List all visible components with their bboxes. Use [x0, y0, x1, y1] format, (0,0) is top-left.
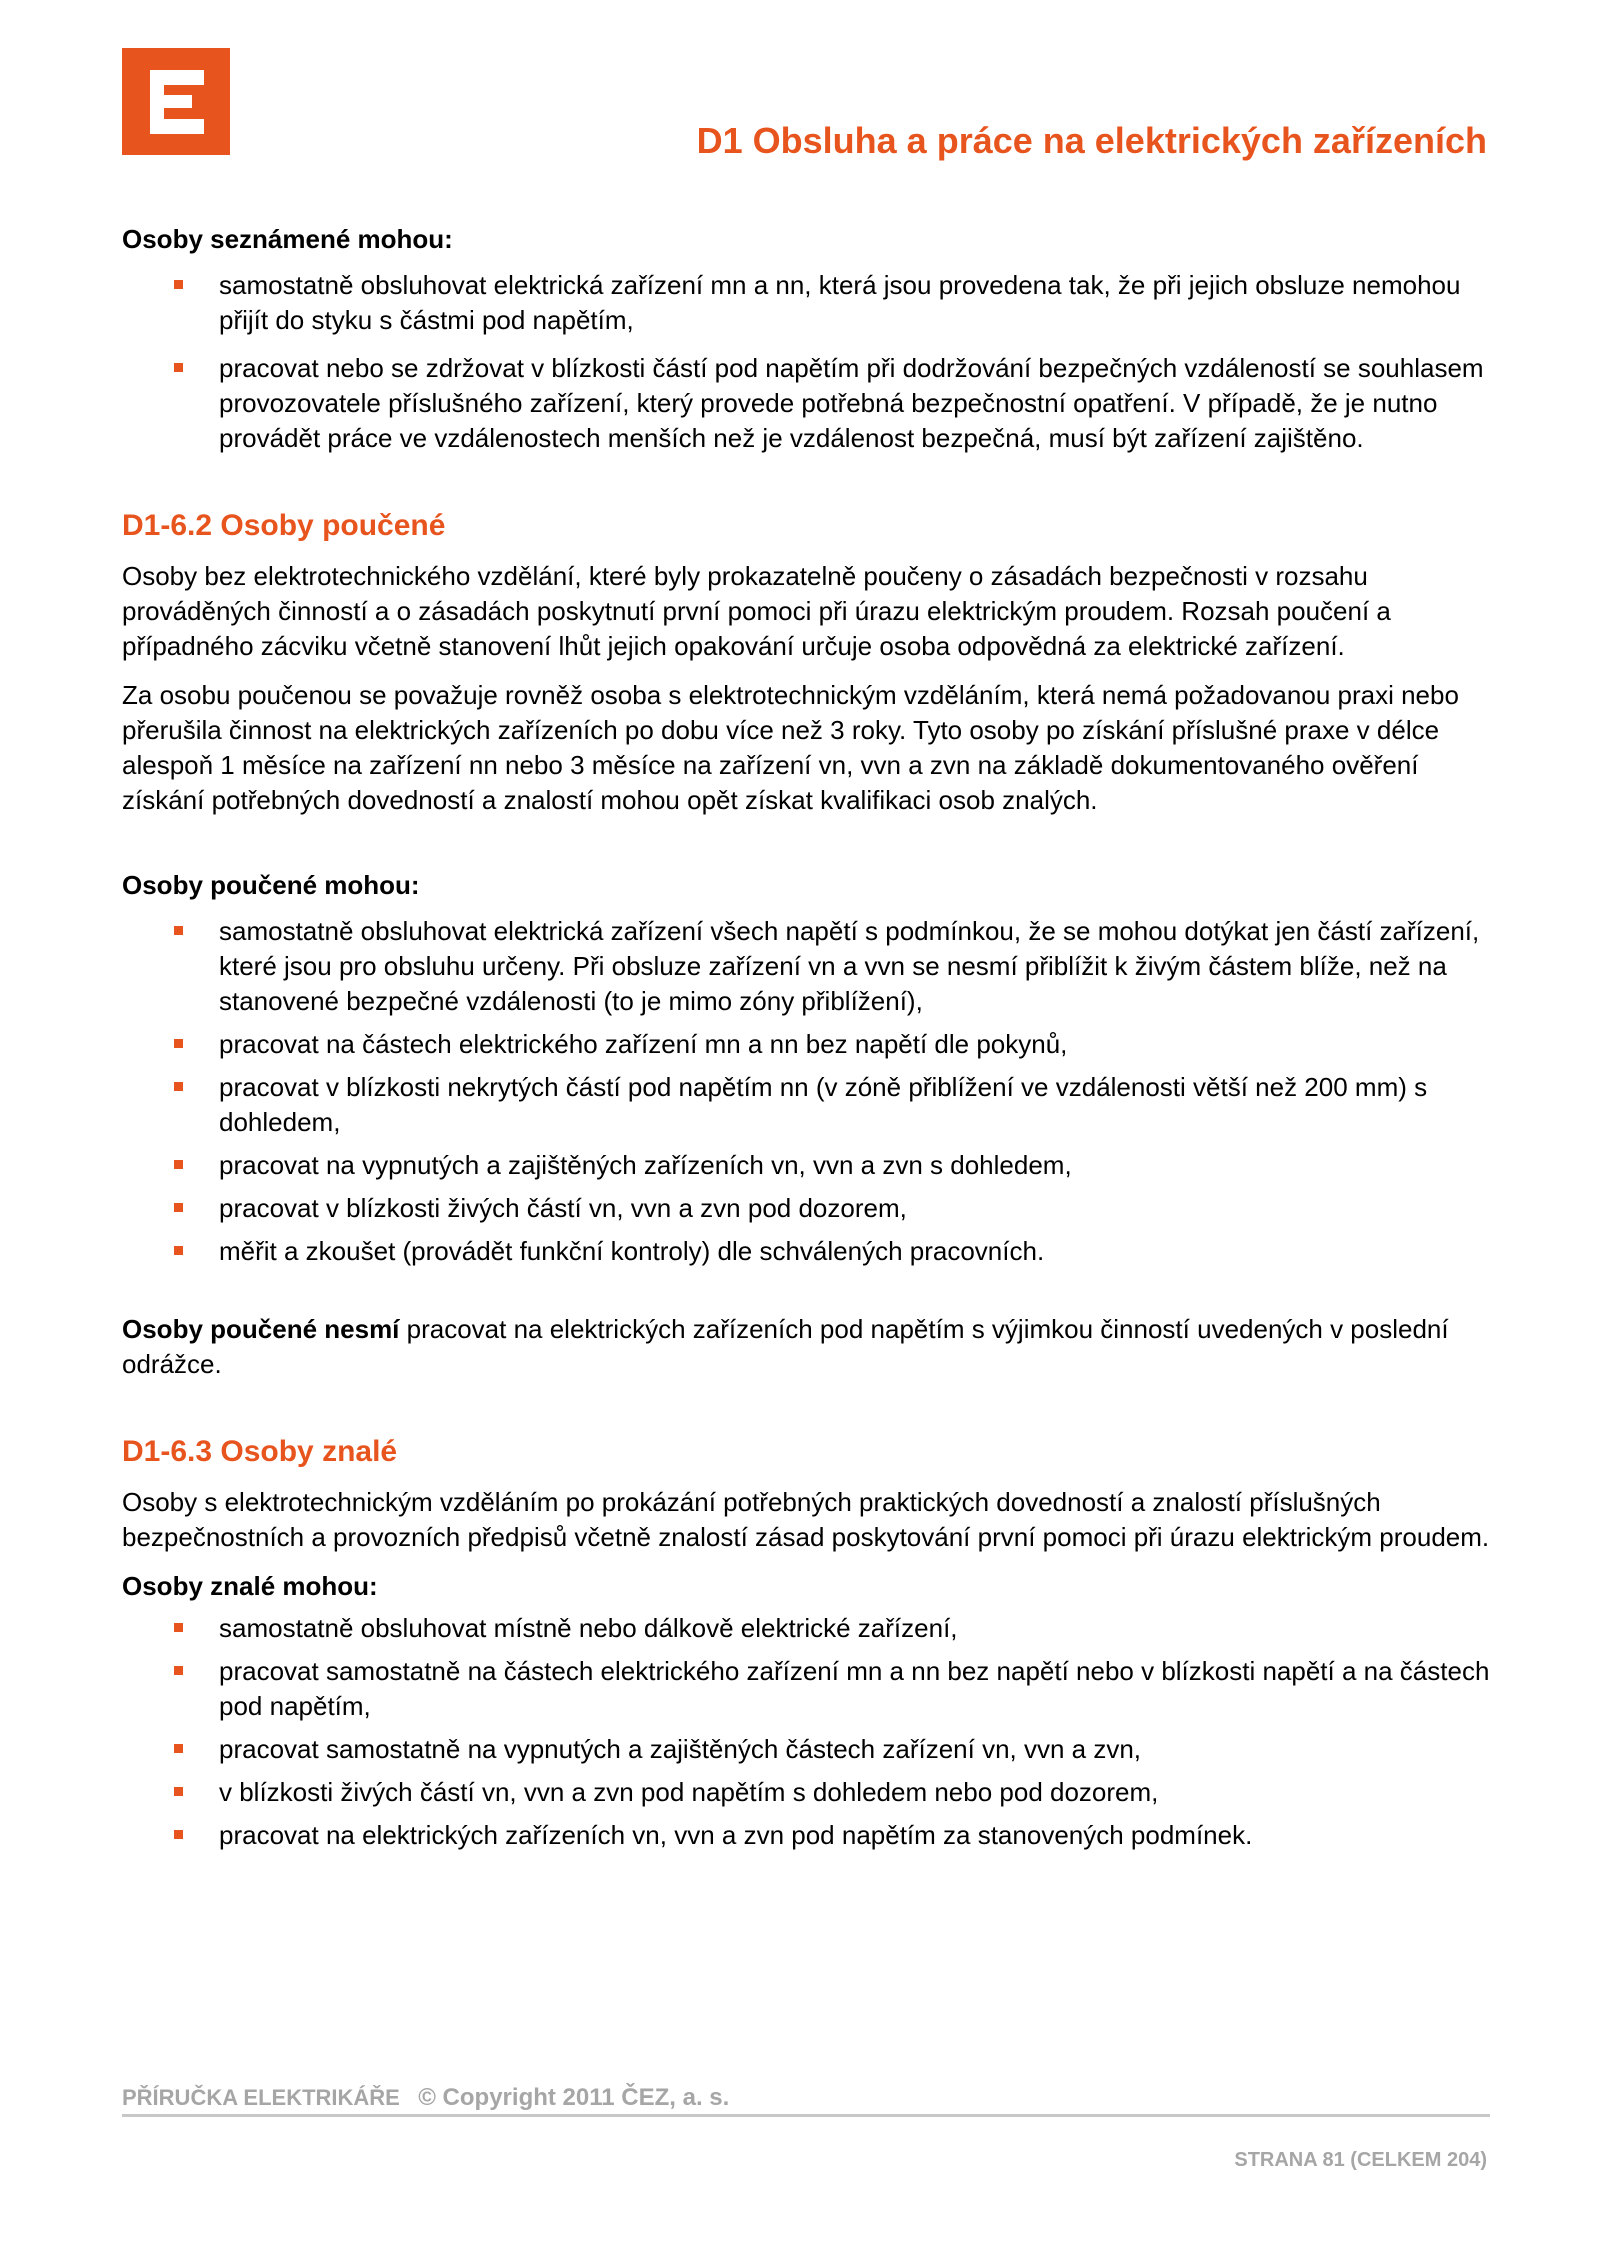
paragraph-nesmi	[122, 1312, 1490, 1382]
list-poucene	[122, 914, 1490, 1269]
list-znale	[122, 1611, 1490, 1853]
cez-logo	[122, 48, 230, 155]
list-item: v blízkosti živých částí vn, vvn a zvn pod napětím s dohledem nebo pod dozorem,	[122, 1775, 1490, 1810]
footer-copyright: © Copyright 2011 ČEZ, a. s.	[418, 2084, 730, 2111]
list-item: měřit a zkoušet (provádět funkční kontroly) dle schválených pracovních.	[122, 1234, 1490, 1269]
bullet-icon	[174, 363, 183, 372]
list-seznamene	[122, 268, 1490, 456]
paragraph: Za osobu poučenou se považuje rovněž osoba s elektrotechnickým vzděláním, která nemá požadovanou praxi nebo přerušila činnost na elektrických zařízeních po dobu více než 3 roky. Tyto osoby po získání příslušné praxe v délce alespoň 1 měsíce na zařízení nn nebo 3 měsíce na zařízení vn, vvn a zvn na základě dokumentovaného ověření získání potřebných dovedností a znalostí mohou opět získat kvalifikaci osob znalých.	[122, 680, 1459, 815]
subhead-znale: Osoby znalé mohou:	[122, 1571, 378, 1601]
subhead-seznamene: Osoby seznámené mohou:	[122, 224, 453, 254]
bullet-icon	[174, 1039, 183, 1048]
subhead-poucene: Osoby poučené mohou:	[122, 870, 420, 900]
list-item: pracovat samostatně na vypnutých a zajištěných částech zařízení vn, vvn a zvn,	[122, 1732, 1490, 1767]
nesmi-text: pracovat na elektrických zařízeních pod napětím s výjimkou činností uvedených v poslední odrážce.	[122, 1314, 1449, 1379]
footer-divider	[122, 2114, 1490, 2117]
list-item: samostatně obsluhovat elektrická zařízení mn a nn, která jsou provedena tak, že při jejich obsluze nemohou přijít do styku s částmi pod napětím,	[122, 268, 1490, 338]
bullet-icon	[174, 1623, 183, 1632]
bullet-icon	[174, 1203, 183, 1212]
bullet-icon	[174, 1160, 183, 1169]
paragraph: Osoby s elektrotechnickým vzděláním po prokázání potřebných praktických dovedností a znalostí příslušných bezpečnostních a provozních předpisů včetně znalostí zásad poskytování první pomoci při úrazu elektrickým proudem.	[122, 1487, 1490, 1552]
footer-publication	[122, 2085, 729, 2111]
bullet-icon	[174, 1787, 183, 1796]
list-item: pracovat v blízkosti nekrytých částí pod napětím nn (v zóně přiblížení ve vzdálenosti větší než 200 mm) s dohledem,	[122, 1070, 1490, 1140]
footer-page-number: STRANA 81 (CELKEM 204)	[1234, 2149, 1487, 2171]
bullet-icon	[174, 1246, 183, 1255]
bullet-icon	[174, 280, 183, 289]
nesmi-bold-label: Osoby poučené nesmí	[122, 1314, 400, 1344]
bullet-icon	[174, 1082, 183, 1091]
bullet-icon	[174, 1666, 183, 1675]
paragraph: Osoby bez elektrotechnického vzdělání, které byly prokazatelně poučeny o zásadách bezpečnosti v rozsahu prováděných činností a o zásadách poskytnutí první pomoci při úrazu elektrickým proudem. Rozsah poučení a případného zácviku včetně stanovení lhůt jejich opakování určuje osoba odpovědná za elektrické zařízení.	[122, 561, 1391, 661]
list-item: pracovat v blízkosti živých částí vn, vvn a zvn pod dozorem,	[122, 1191, 1490, 1226]
bullet-icon	[174, 926, 183, 935]
section-heading-6-3: D1-6.3 Osoby znalé	[122, 1435, 398, 1468]
list-item: pracovat samostatně na částech elektrického zařízení mn a nn bez napětí nebo v blízkosti napětí a na částech pod napětím,	[122, 1654, 1490, 1724]
section-heading-6-2: D1-6.2 Osoby poučené	[122, 509, 446, 542]
footer-publication-name: PŘÍRUČKA ELEKTRIKÁŘE	[122, 2085, 400, 2110]
list-item: pracovat na elektrických zařízeních vn, vvn a zvn pod napětím za stanovených podmínek.	[122, 1818, 1490, 1853]
list-item: pracovat na vypnutých a zajištěných zařízeních vn, vvn a zvn s dohledem,	[122, 1148, 1490, 1183]
list-item: samostatně obsluhovat elektrická zařízení všech napětí s podmínkou, že se mohou dotýkat jen částí zařízení, které jsou pro obsluhu určeny. Při obsluze zařízení vn a vvn se nesmí přiblížit k živým částem blíže, než na stanovené bezpečné vzdálenosti (to je mimo zóny přiblížení),	[122, 914, 1490, 1019]
document-title: D1 Obsluha a práce na elektrických zařízeních	[696, 120, 1487, 161]
page-content	[122, 222, 1490, 1853]
list-item: pracovat na částech elektrického zařízení mn a nn bez napětí dle pokynů,	[122, 1027, 1490, 1062]
bullet-icon	[174, 1744, 183, 1753]
list-item: samostatně obsluhovat místně nebo dálkově elektrické zařízení,	[122, 1611, 1490, 1646]
list-item: pracovat nebo se zdržovat v blízkosti částí pod napětím při dodržování bezpečných vzdáleností se souhlasem provozovatele příslušného zařízení, který provede potřebná bezpečnostní opatření. V případě, že je nutno provádět práce ve vzdálenostech menších než je vzdálenost bezpečná, musí být zařízení zajištěno.	[122, 351, 1490, 456]
bullet-icon	[174, 1830, 183, 1839]
